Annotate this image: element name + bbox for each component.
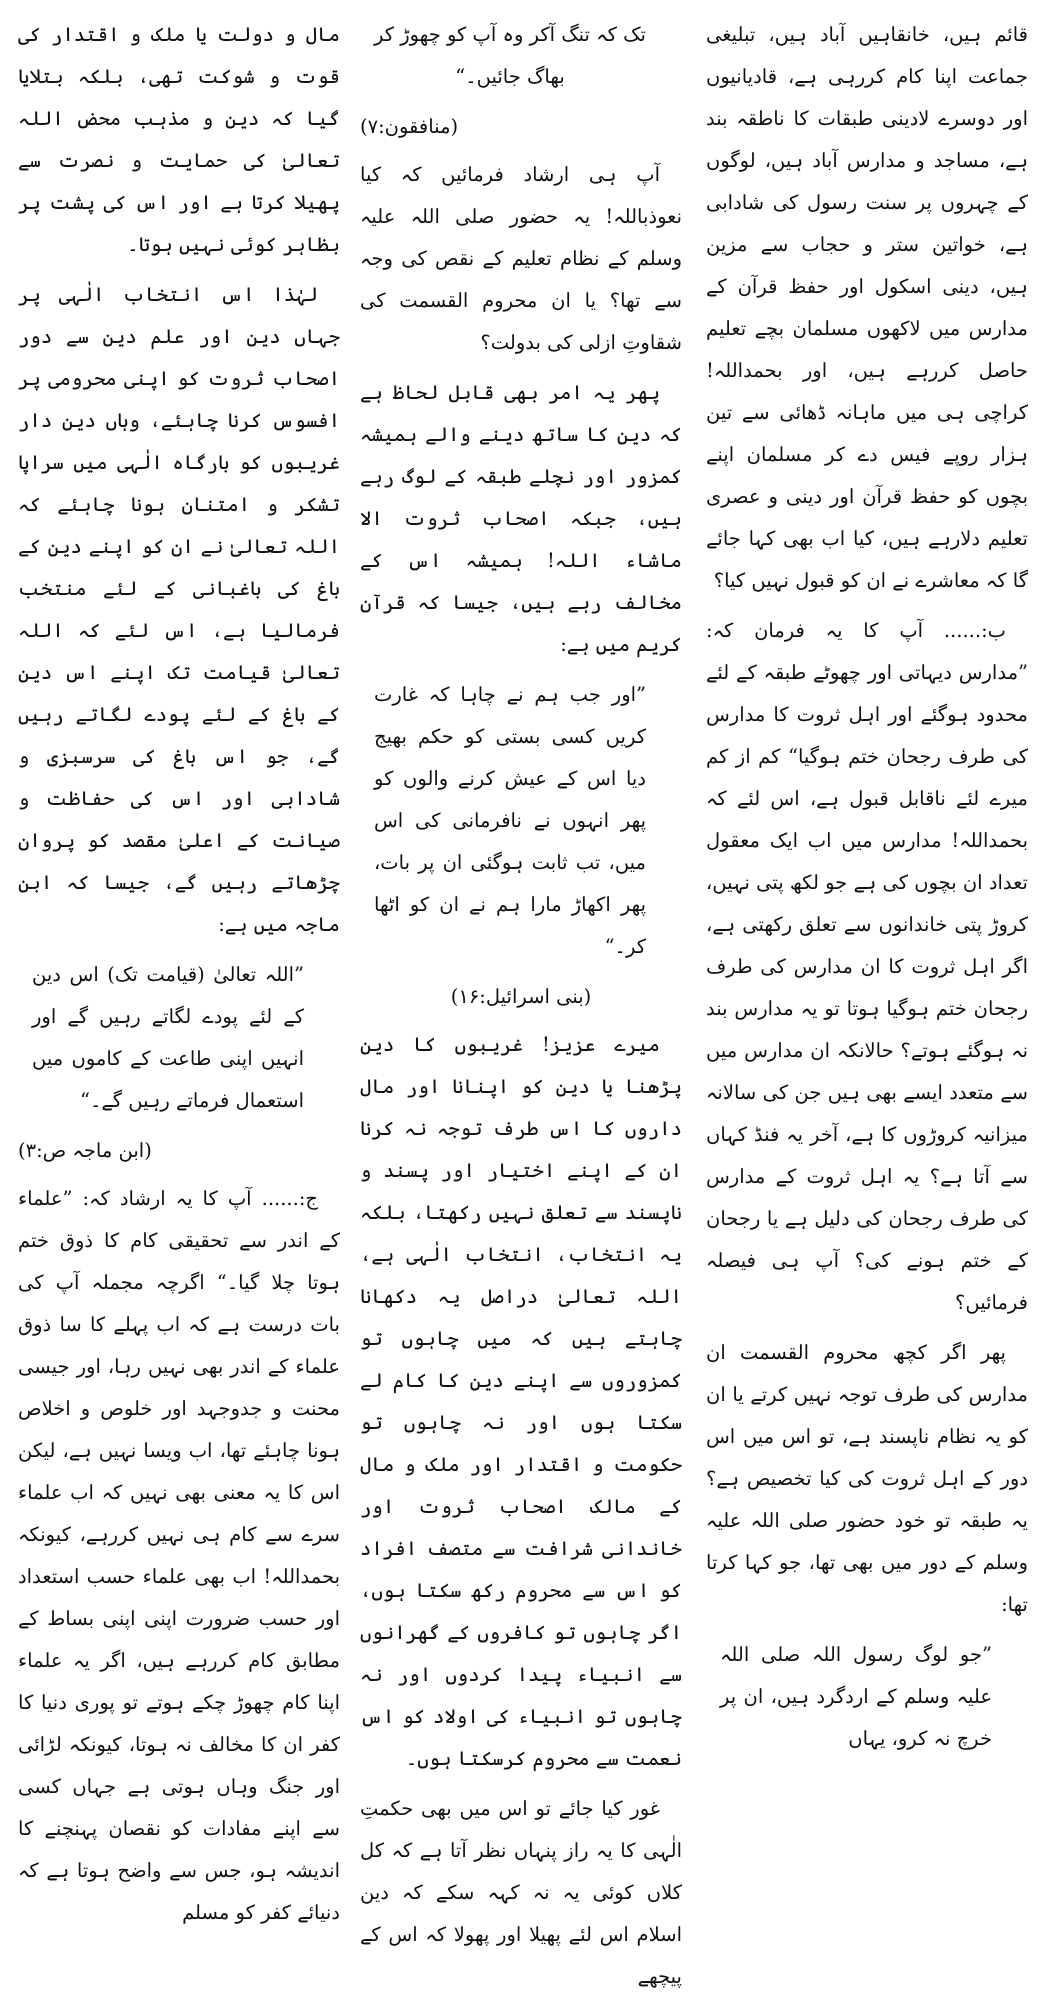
paragraph: غور کیا جائے تو اس میں بھی حکمتِ الٰہی کا یہ راز پنہاں نظر آتا ہے کہ کل کلاں کوئی یہ نہ کہہ سکے کہ دین اسلام اس لئے پھیلا اور پھولا کہ اس کے پیچھے [360,1797,682,1988]
paragraph: پھر اگر کچھ محروم القسمت ان مدارس کی طرف توجہ نہیں کرتے یا ان کو یہ نظام ناپسند ہے، تو اس میں اس دور کے اہل ثروت کی کیا تخصیص ہے؟ یہ طبقہ تو خود حضور صلی اللہ علیہ وسلم کے دور میں بھی تھا، جو کہا کرتا تھا: [706,1341,1028,1616]
quote-reference: (بنی اسرائیل:۱۶) [450,985,592,1008]
paragraph: مال و دولت یا ملک و اقتدار کی قوت و شوکت تھی، بلکہ بتلایا گیا کہ دین و مذہب محض اللہ تعالیٰ کی حمایت و نصرت سے پھیلا کرتا ہے اور اس کی پشت پر بظاہر کوئی نہیں ہوتا۔ [18,23,340,256]
hadith-quote: ”اللہ تعالیٰ (قیامت تک) اس دین کے لئے پودے لگاتے رہیں گے اور انہیں اپنی طاعت کے کاموں میں استعمال فرماتے رہیں گے۔“ [32,963,304,1112]
text-column-left [18,14,340,1924]
paragraph: ج:...... آپ کا یہ ارشاد کہ: ”علماء کے اندر سے تحقیقی کام کا ذوق ختم ہوتا چلا گیا۔“ اگرچہ مجملہ آپ کی بات درست ہے کہ اب پہلے کا سا ذوق علماء کے اندر بھی نہیں رہا، اور جیسی محنت و جدوجہد اور خلوص و اخلاص ہونا چاہئے تھا، اب ویسا نہیں ہے، لیکن اس کا یہ معنی بھی نہیں کہ اب علماء سرے سے کام ہی نہیں کررہے، کیونکہ بحمداللہ! اب بھی علماء حسب استعداد اور حسب ضرورت اپنی اپنی بساط کے مطابق کام کررہے ہیں، اگر یہ علماء اپنا کام چھوڑ چکے ہوتے تو پوری دنیا کا کفر ان کا مخالف نہ ہوتا، کیونکہ لڑائی اور جنگ وہاں ہوتی ہے جہاں کسی سے اپنے مفادات کو نقصان پہنچنے کا اندیشہ ہو، جس سے واضح ہوتا ہے کہ دنیائے کفر کو مسلم [18,1187,340,1924]
paragraph: قائم ہیں، خانقاہیں آباد ہیں، تبلیغی جماعت اپنا کام کررہی ہے، قادیانیوں اور دوسرے لادینی طبقات کا ناطقہ بند ہے، مساجد و مدارس آباد ہیں، لوگوں کے چہروں پر سنت رسول کی شادابی ہے، خواتین ستر و حجاب سے مزین ہیں، دینی اسکول اور حفظ قرآن کے مدارس میں لاکھوں مسلمان بچے تعلیم حاصل کررہے ہیں، اور بحمداللہ! کراچی ہی میں ماہانہ ڈھائی سے تین ہزار روپے فیس دے کر مسلمان اپنے بچوں کو حفظ قرآن اور دینی و عصری تعلیم دلارہے ہیں، کیا اب بھی کہا جائے گا کہ معاشرے نے ان کو قبول نہیں کیا؟ [706,23,1028,592]
quote-reference: (منافقون:۷) [360,115,459,138]
paragraph: لہٰذا اس انتخاب الٰہی پر جہاں دین اور علم دین سے دور اصحاب ثروت کو اپنی محرومی پر افسوس کرنا چاہئے، وہاں دین دار غریبوں کو بارگاہ الٰہی میں سراپا تشکر و امتنان ہونا چاہئے کہ اللہ تعالیٰ نے ان کو اپنے دین کے باغ کی باغبانی کے لئے منتخب فرمالیا ہے، اس لئے کہ اللہ تعالیٰ قیامت تک اپنے اس دین کے باغ کے لئے پودے لگاتے رہیں گے، جو اس باغ کی سرسبزی و شادابی اور اس کی حفاظت و صیانت کے اعلیٰ مقصد کو پروان چڑھاتے رہیں گے، جیسا کہ ابن ماجہ میں ہے: [18,283,340,936]
quran-quote: تک کہ تنگ آکر وہ آپ کو چھوڑ کر بھاگ جائیں۔“ [374,23,646,88]
paragraph: ب:...... آپ کا یہ فرمان کہ: ”مدارس دیہاتی اور چھوٹے طبقہ کے لئے محدود ہوگئے اور اہل ثروت کا مدارس کی طرف رجحان ختم ہوگیا“ کم از کم میرے لئے ناقابل قبول ہے، اس لئے کہ بحمداللہ! مدارس میں اب ایک معقول تعداد ان بچوں کی ہے جو لکھ پتی نہیں، کروڑ پتی خاندانوں سے تعلق رکھتی ہے، اگر اہل ثروت کا ان مدارس کی طرف رجحان ختم ہوگیا ہوتا تو یہ مدارس بند نہ ہوگئے ہوتے؟ حالانکہ ان مدارس میں سے متعدد ایسے بھی ہیں جن کی سالانہ میزانیہ کروڑوں کا ہے، آخر یہ فنڈ کہاں سے آتا ہے؟ یہ اہل ثروت کے مدارس کی طرف رجحان کی دلیل ہے یا رجحان کے ختم ہونے کی؟ آپ ہی فیصلہ فرمائیں؟ [706,619,1028,1314]
text-column-middle [360,14,682,1988]
quote-reference: (ابن ماجہ ص:۳) [18,1139,152,1162]
paragraph: میرے عزیز! غریبوں کا دین پڑھنا یا دین کو اپنانا اور مال داروں کا اس طرف توجہ نہ کرنا ان کے اپنے اختیار اور پسند و ناپسند سے تعلق نہیں رکھتا، بلکہ یہ انتخاب، انتخاب الٰہی ہے، اللہ تعالیٰ دراصل یہ دکھانا چاہتے ہیں کہ میں چاہوں تو کمزوروں سے اپنے دین کا کام لے سکتا ہوں اور نہ چاہوں تو حکومت و اقتدار اور ملک و مال کے مالک اصحاب ثروت اور خاندانی شرافت سے متصف افراد کو اس سے محروم رکھ سکتا ہوں، اگر چاہوں تو کافروں کے گھرانوں سے انبیاء پیدا کردوں اور نہ چاہوں تو انبیاء کی اولاد کو اس نعمت سے محروم کرسکتا ہوں۔ [360,1033,682,1770]
quran-quote: ”اور جب ہم نے چاہا کہ غارت کریں کسی بستی کو حکم بھیج دیا اس کے عیش کرنے والوں کو پھر انہوں نے نافرمانی کی اس میں، تب ثابت ہوگئی ان پر بات، پھر اکھاڑ مارا ہم نے ان کو اٹھا کر۔“ [374,683,646,958]
text-column-right [706,14,1028,1750]
paragraph: آپ ہی ارشاد فرمائیں کہ کیا نعوذباللہ! یہ حضور صلی اللہ علیہ وسلم کے نظام تعلیم کے نقص کی وجہ سے تھا؟ یا ان محروم القسمت کی شقاوتِ ازلی کی بدولت؟ [360,163,682,354]
paragraph: پھر یہ امر بھی قابل لحاظ ہے کہ دین کا ساتھ دینے والے ہمیشہ کمزور اور نچلے طبقہ کے لوگ رہے ہیں، جبکہ اصحاب ثروت الا ماشاء اللہ! ہمیشہ اس کے مخالف رہے ہیں، جیسا کہ قرآن کریم میں ہے: [360,381,682,656]
quran-quote: ”جو لوگ رسول اللہ صلی اللہ علیہ وسلم کے اردگرد ہیں، ان پر خرچ نہ کرو، یہاں [720,1643,992,1750]
